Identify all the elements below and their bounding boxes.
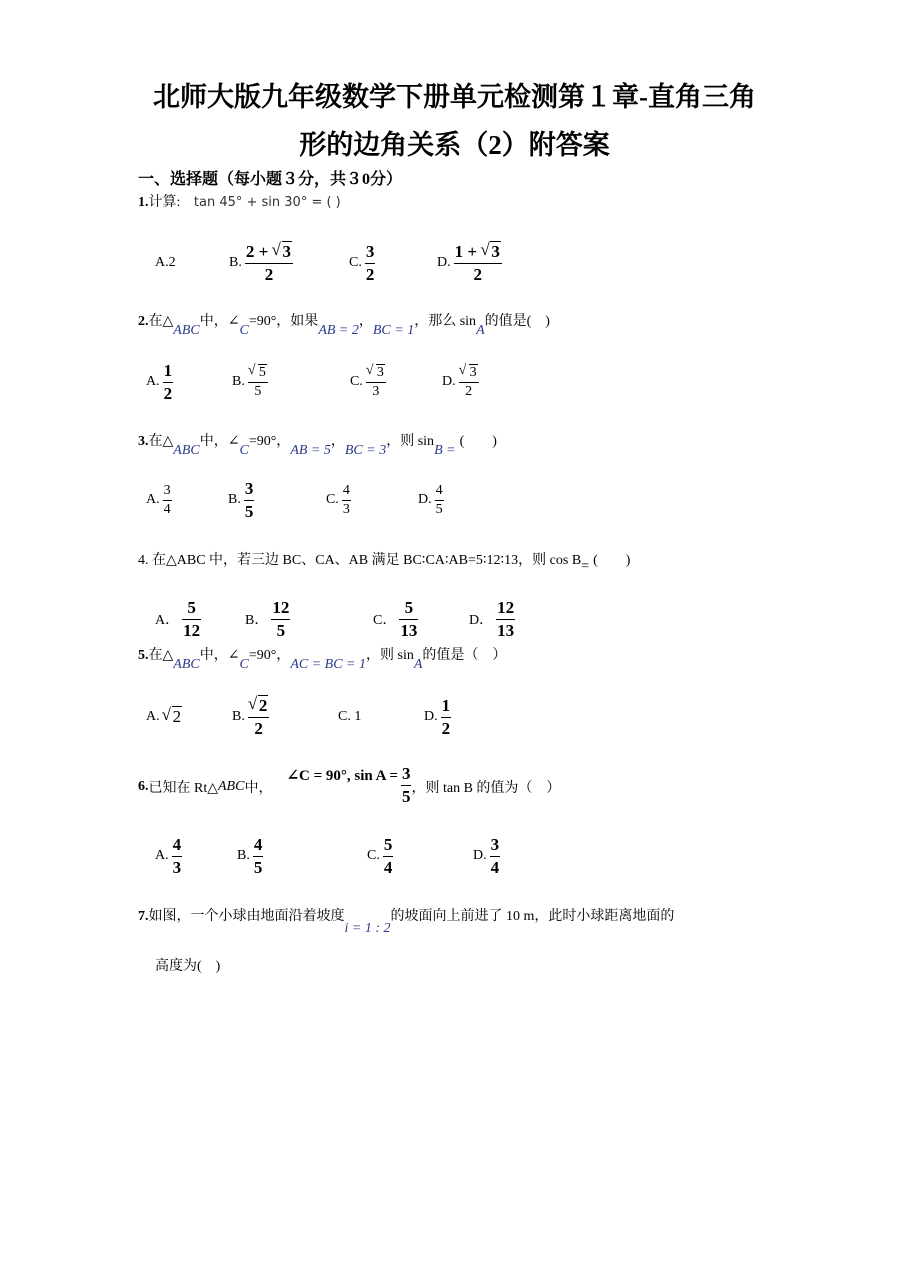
q3-option-a[interactable]: A. $\frac{3}{4}$ bbox=[146, 482, 171, 517]
q1-options bbox=[155, 238, 502, 288]
q5-number: 5. bbox=[138, 648, 149, 663]
question-7: 7.如图，一个小球由地面沿着坡度i = 1 : 2的坡面向上前进了 10 m，此时小球距离地面的 bbox=[138, 909, 675, 936]
q3-number: 3. bbox=[138, 434, 149, 449]
question-5: 5.在△ABC中，∠C=90°，AC = BC = 1，则 sinA的值是（ ） bbox=[138, 648, 507, 672]
question-1 bbox=[138, 191, 341, 211]
q6-options bbox=[155, 832, 500, 880]
q3-option-b[interactable]: B. $\frac{3}{5}$ bbox=[228, 478, 254, 521]
q1-option-b[interactable]: B. $\frac{2 + √ 3}{2}$ bbox=[229, 241, 349, 286]
question-6: 6. 已知在 Rt△ ABC 中， ∠C = 90°, sin A = $\frac{3}{5}$ ，则 tan B 的值为（ ） bbox=[138, 763, 561, 806]
q6-option-d[interactable]: D. $\frac{3}{4}$ bbox=[473, 834, 500, 877]
q7-line2: 高度为( ) bbox=[155, 959, 221, 974]
q3-option-d[interactable]: D. $\frac{4}{5}$ bbox=[418, 482, 443, 517]
q4-option-a[interactable]: A． $\frac{5}{12}$ bbox=[155, 597, 201, 640]
q1-text: 计算: bbox=[148, 195, 181, 210]
q2-options bbox=[146, 358, 479, 406]
q4-option-c[interactable]: C． $\frac{5}{13}$ bbox=[373, 597, 418, 640]
q4-options bbox=[155, 594, 515, 644]
q4-option-b[interactable]: B． $\frac{12}{5}$ bbox=[245, 597, 290, 640]
q4-option-d[interactable]: D． $\frac{12}{13}$ bbox=[469, 597, 515, 640]
page-title-line2: 形的边角关系（2）附答案 bbox=[299, 130, 610, 160]
question-4: 4. 在△ABC 中，若三边 BC、CA、AB 满足 BC∶CA∶AB=5∶12∶13，则 cos B= ( ) bbox=[138, 553, 631, 574]
q6-option-a[interactable]: A. $\frac{4}{3}$ bbox=[155, 834, 182, 877]
q2-option-c[interactable]: C. √ $\frac{3}{3}$ bbox=[350, 364, 442, 401]
q2-number: 2. bbox=[138, 314, 149, 329]
q2-option-d[interactable]: D. √ $\frac{3}{2}$ bbox=[442, 364, 479, 401]
q6-option-b[interactable]: B. $\frac{4}{5}$ bbox=[237, 834, 263, 877]
q5-option-a[interactable]: A. √ 2 bbox=[146, 707, 232, 727]
q6-number: 6. bbox=[138, 779, 149, 794]
q1-number: 1. bbox=[138, 195, 149, 210]
q1-option-c[interactable]: C. $\frac{3}{2}$ bbox=[349, 241, 375, 284]
slope-ratio: i = 1 : 2 bbox=[344, 921, 391, 936]
q5-option-b[interactable]: B. √ $\frac{2}{2}$ bbox=[232, 695, 338, 740]
q1-option-a[interactable]: A.2 bbox=[155, 255, 176, 270]
q1-expression: tan 45° + sin 30° = ( ) bbox=[193, 195, 341, 210]
q3-option-c[interactable]: C. $\frac{4}{3}$ bbox=[326, 482, 350, 517]
q4-text: 4. 在△ABC 中，若三边 BC、CA、AB 满足 BC∶CA∶AB=5∶12∶13，则 cos B bbox=[138, 553, 582, 568]
page-title-line1: 北师大版九年级数学下册单元检测第１章-直角三角 bbox=[153, 82, 756, 112]
q5-options bbox=[146, 692, 451, 742]
question-2: 2.在△ABC中，∠C=90°，如果AB = 2，BC = 1，那么 sinA的值是( ) bbox=[138, 314, 550, 338]
triangle-abc: ABC bbox=[173, 323, 200, 338]
q7-number: 7. bbox=[138, 909, 149, 924]
q2-option-b[interactable]: B. √ $\frac{5}{5}$ bbox=[232, 364, 350, 401]
q1-option-d[interactable]: D. $\frac{1 + √ 3}{2}$ bbox=[437, 241, 502, 286]
q5-option-d[interactable]: D. $\frac{1}{2}$ bbox=[424, 695, 451, 738]
question-3: 3.在△ABC中，∠C=90°，AB = 5，BC = 3，则 sinB =( ) bbox=[138, 434, 497, 458]
q5-option-c[interactable]: C. 1 bbox=[338, 709, 362, 724]
q2-option-a[interactable]: A. $\frac{1}{2}$ bbox=[146, 360, 173, 403]
q3-options bbox=[146, 476, 444, 524]
q6-condition: ∠C = 90°, sin A = bbox=[286, 767, 398, 784]
section-heading: 一、选择题（每小题３分，共３0分） bbox=[138, 171, 403, 188]
q6-option-c[interactable]: C. $\frac{5}{4}$ bbox=[367, 834, 393, 877]
